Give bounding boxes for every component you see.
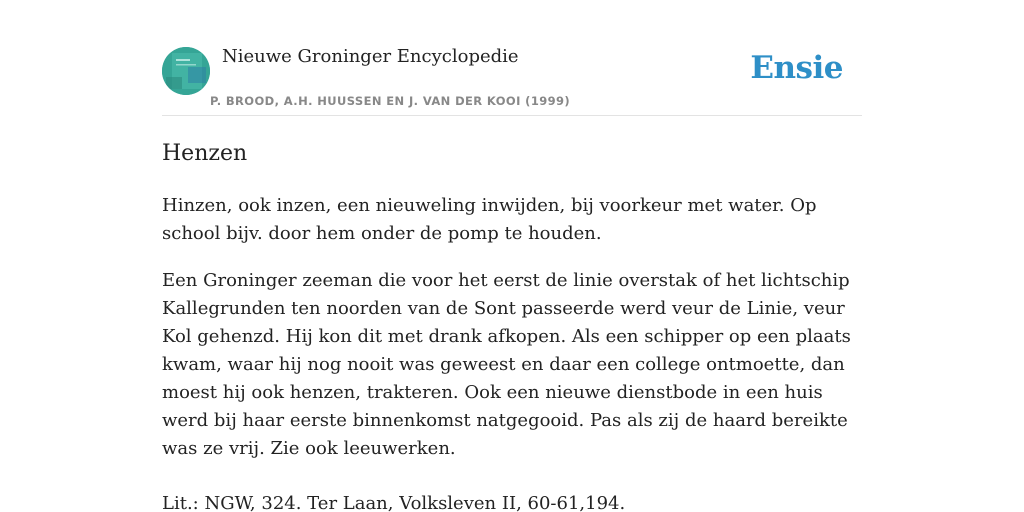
ensie-logo-link[interactable]: Ensie xyxy=(750,50,843,86)
book-cover-image xyxy=(162,47,210,95)
book-cover-thumbnail[interactable] xyxy=(162,47,210,95)
entry-paragraph: Een Groninger zeeman die voor het eerst de linie overstak of het lichtschip Kallegrunden ten noorden van de Sont passeerde werd veur de Linie, veur Kol gehenzd. Hij kon dit met drank afkopen. Als een schipper op een plaats kwam, waar hij nog nooit was geweest en daar een college ontmoette, dan moest hij ook henzen, trakteren. Ook een nieuwe dienstbode in een huis werd bij haar eerste binnenkomst natgegooid. Pas als zij de haard bereikte was ze vrij. Zie ook leeuwerken. xyxy=(162,270,851,459)
entry-content xyxy=(162,138,862,512)
source-header xyxy=(162,46,862,116)
literature-reference: Lit.: NGW, 324. Ter Laan, Volksleven II, 60-61,194. xyxy=(162,493,626,512)
entry-title: Henzen xyxy=(162,141,248,166)
book-title[interactable]: Nieuwe Groninger Encyclopedie xyxy=(222,46,519,67)
entry-paragraph: Hinzen, ook inzen, een nieuweling inwijden, bij voorkeur met water. Op school bijv. door hem onder de pomp te houden. xyxy=(162,195,817,244)
book-authors: P. BROOD, A.H. HUUSSEN EN J. VAN DER KOOI (1999) xyxy=(210,94,571,108)
